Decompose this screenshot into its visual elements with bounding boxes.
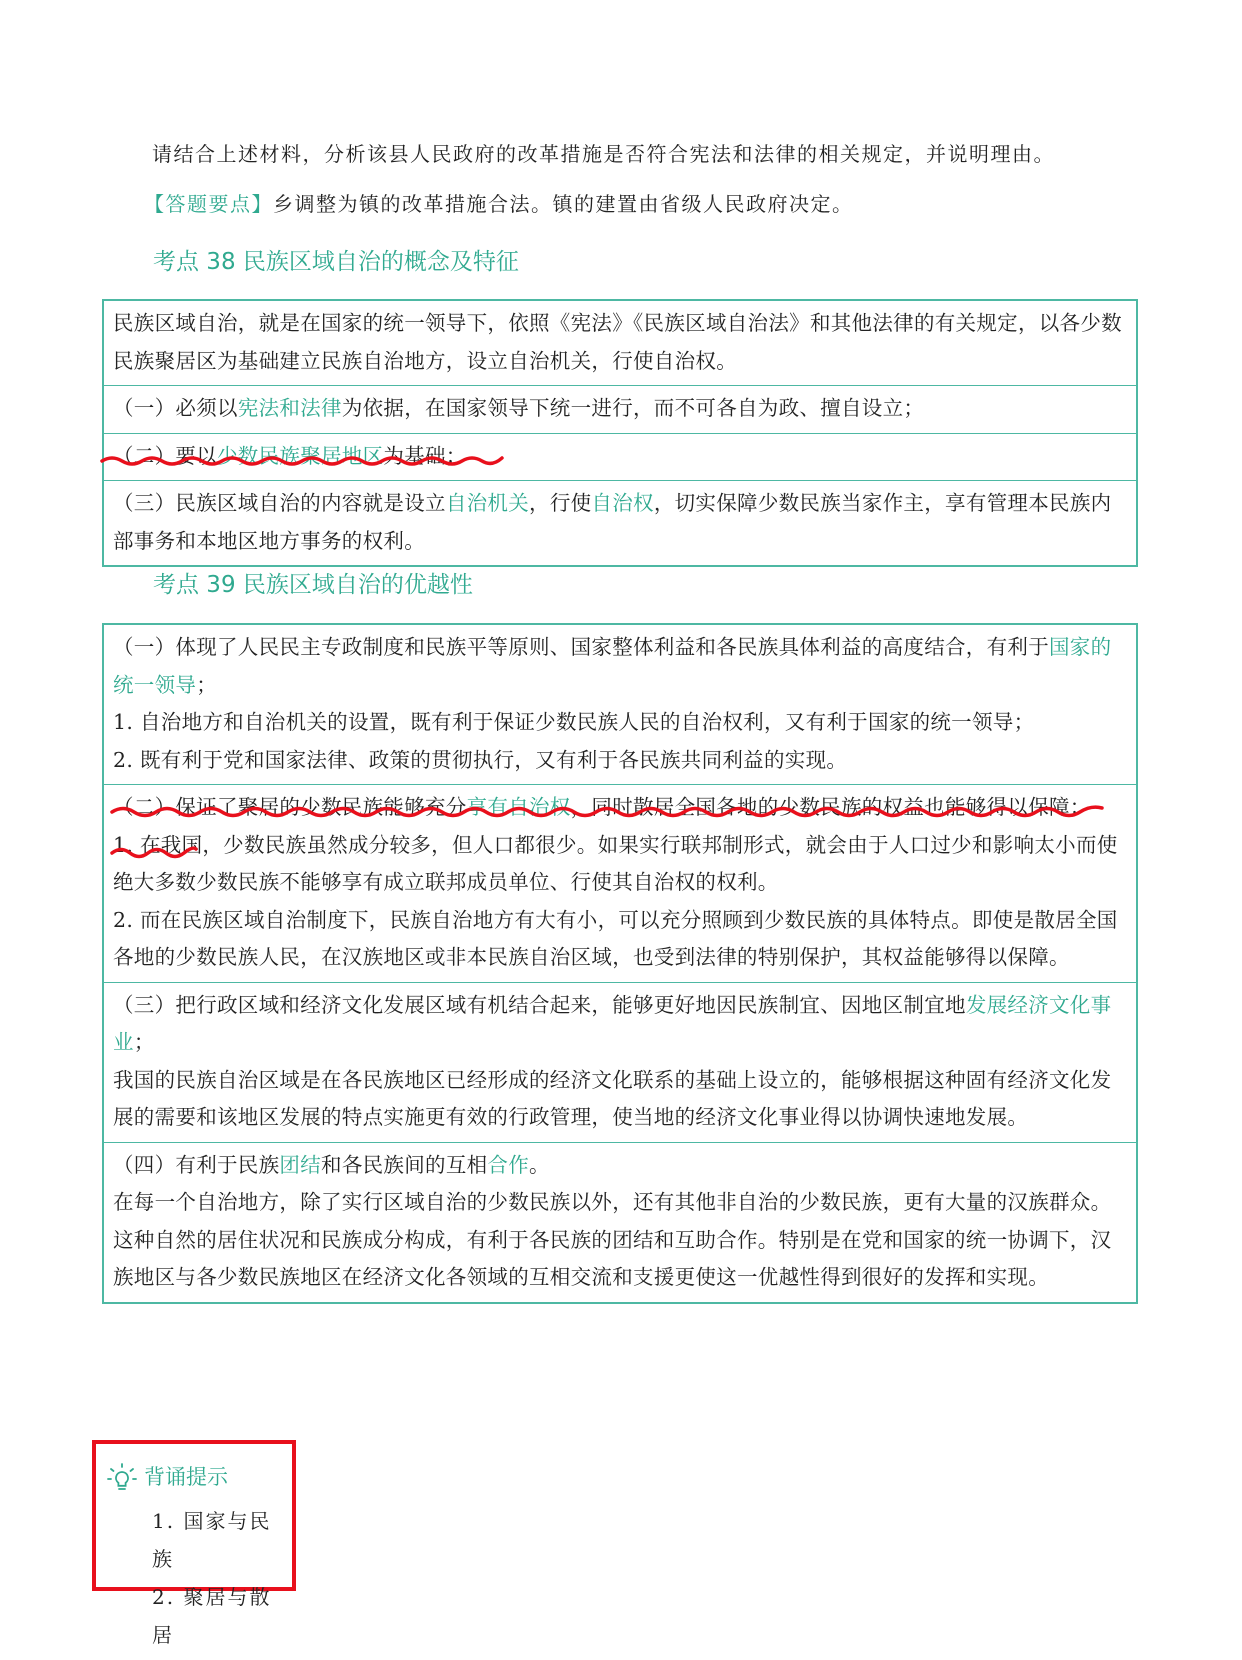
advantage-1-highlight: 国家的统一领导 — [113, 635, 1112, 697]
feature-1-text: （一）必须以 — [113, 396, 238, 420]
feature-row-3 — [104, 481, 1136, 565]
advantage-2-highlight: 享有自治权 — [466, 795, 571, 819]
feature-3-text-end: ，切实保障少数民族当家作主，享有管理本民族内部事务和本地区地方事务的权利。 — [113, 491, 1112, 553]
feature-1-highlight: 宪法和法律 — [237, 396, 342, 420]
tip-item-1: 1. 国家与民族 — [152, 1509, 272, 1571]
advantage-1-text-end: ； — [196, 672, 218, 697]
advantage-row-4 — [104, 1143, 1136, 1302]
definition-text: 民族区域自治，就是在国家的统一领导下，依照《宪法》《民族区域自治法》和其他法律的有关规定，以各少数民族聚居区为基础建立民族自治地方，设立自治机关，行使自治权。 — [113, 311, 1122, 373]
tip-list — [152, 1502, 292, 1654]
advantage-3-explanation: 我国的民族自治区域是在各民族地区已经形成的经济文化联系的基础上设立的，能够根据这种固有经济文化发展的需要和该地区发展的特点实施更有效的行政管理，使当地的经济文化事业得以协调快速地发展。 — [113, 1067, 1112, 1129]
advantage-3-text-end: ； — [133, 1030, 155, 1054]
advantage-4-highlight-2: 合作 — [487, 1152, 530, 1177]
advantage-2-point-2: 2. 而在民族区域自治制度下，民族自治地方有大有小，可以充分照顾到少数民族的具体特点。即使是散居全国各地的少数民族人民，在汉族地区或非本民族自治区域，也受到法律的特别保护，其权益能够得以保障。 — [113, 907, 1118, 969]
advantage-4-highlight-1: 团结 — [279, 1152, 322, 1177]
advantage-1-point-2: 2. 既有利于党和国家法律、政策的贯彻执行，又有利于各民族共同利益的实现。 — [113, 747, 848, 772]
feature-3-text-mid: ，行使 — [529, 491, 592, 515]
advantage-row-2 — [104, 785, 1136, 983]
answer-line — [144, 190, 854, 218]
advantage-4-text: （四）有利于民族 — [113, 1152, 280, 1177]
section-38-table — [102, 299, 1138, 567]
advantage-4-text-mid: 和各民族间的互相 — [321, 1152, 488, 1177]
lightbulb-icon — [106, 1462, 138, 1494]
tip-item-2: 2. 聚居与散居 — [152, 1585, 272, 1647]
advantage-3-highlight: 发展经济文化事业 — [113, 992, 1112, 1054]
feature-3-highlight-1: 自治机关 — [445, 491, 530, 515]
recitation-tip-box — [92, 1440, 296, 1647]
feature-3-text: （三）民族区域自治的内容就是设立 — [113, 491, 446, 515]
feature-2-text: （二）要以 — [113, 443, 217, 468]
answer-text: 乡调整为镇的改革措施合法。镇的建置由省级人民政府决定。 — [273, 192, 854, 216]
advantage-1-text: （一）体现了人民民主专政制度和民族平等原则、国家整体利益和各民族具体利益的高度结合，有利于 — [113, 635, 1049, 659]
advantage-4-explanation: 在每一个自治地方，除了实行区域自治的少数民族以外，还有其他非自治的少数民族，更有大量的汉族群众。这种自然的居住状况和民族成分构成，有利于各民族的团结和互助合作。特别是在党和国家的统一协调下，汉族地区与各少数民族地区在经济文化各领域的互相交流和支援更使这一优越性得到很好的发挥和实现。 — [113, 1190, 1112, 1289]
feature-row-1 — [104, 386, 1136, 434]
section-38-title: 考点 38 民族区域自治的概念及特征 — [153, 249, 519, 275]
definition-row — [104, 301, 1136, 386]
feature-row-2 — [104, 434, 1136, 482]
advantage-2-text: （二）保证了聚居的少数民族能够充分 — [113, 795, 467, 819]
tip-title: 背诵提示 — [144, 1465, 228, 1489]
advantage-2-point-1: 1. 在我国，少数民族虽然成分较多，但人口都很少。如果实行联邦制形式，就会由于人口过少和影响太小而使绝大多数少数民族不能够享有成立联邦成员单位、行使其自治权的权利。 — [113, 832, 1118, 894]
advantage-3-text: （三）把行政区域和经济文化发展区域有机结合起来，能够更好地因民族制宜、因地区制宜地 — [113, 992, 966, 1017]
answer-tag: 【答题要点】 — [144, 192, 273, 216]
advantage-row-1 — [104, 625, 1136, 785]
feature-1-text-end: 为依据，在国家领导下统一进行，而不可各自为政、擅自设立； — [341, 396, 925, 420]
feature-3-highlight-2: 自治权 — [591, 491, 654, 515]
feature-2-highlight: 少数民族聚居地区 — [217, 443, 384, 468]
advantage-4-text-end: 。 — [529, 1152, 550, 1177]
section-39-table — [102, 623, 1138, 1304]
advantage-2-text-end: ，同时散居全国各地的少数民族的权益也能够得以保障； — [570, 795, 1091, 819]
section-39-title: 考点 39 民族区域自治的优越性 — [153, 572, 473, 598]
advantage-row-3 — [104, 983, 1136, 1143]
advantage-1-point-1: 1. 自治地方和自治机关的设置，既有利于保证少数民族人民的自治权利，又有利于国家的统一领导； — [113, 710, 1035, 734]
question-text: 请结合上述材料，分析该县人民政府的改革措施是否符合宪法和法律的相关规定，并说明理由。 — [152, 142, 1055, 166]
feature-2-text-end: 为基础； — [383, 443, 467, 468]
